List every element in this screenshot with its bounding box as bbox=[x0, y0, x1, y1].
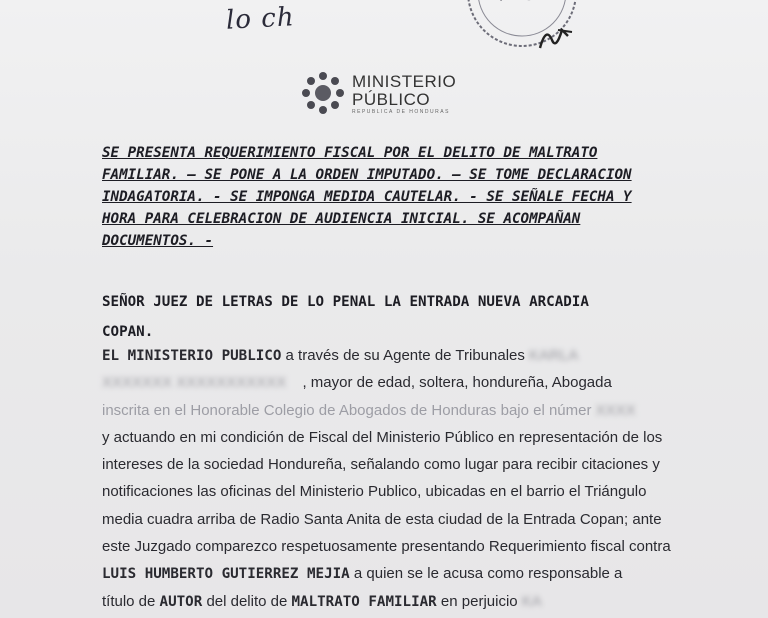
addressee-line: SEÑOR JUEZ DE LETRAS DE LO PENAL LA ENTRADA NUEVA ARCADIA bbox=[102, 294, 589, 310]
document-heading bbox=[102, 142, 677, 252]
logo-title-line2: PÚBLICO bbox=[352, 90, 431, 109]
heading-line: FAMILIAR. – SE PONE A LA ORDEN IMPUTADO. – SE TOME DECLARACION bbox=[102, 167, 632, 183]
redacted-text: KA bbox=[521, 592, 542, 610]
body-line bbox=[102, 397, 680, 424]
heading-line: INDAGATORIA. - SE IMPONGA MEDIDA CAUTELAR. - SE SEÑALE FECHA Y bbox=[102, 189, 632, 205]
redacted-text: XXXX bbox=[595, 401, 636, 419]
document-body bbox=[102, 342, 680, 615]
heading-line: DOCUMENTOS. - bbox=[102, 233, 214, 249]
body-line: y actuando en mi condición de Fiscal del Ministerio Público en representación de los bbox=[102, 428, 663, 446]
official-seal-stamp bbox=[462, 0, 580, 66]
body-bold-phrase: AUTOR bbox=[159, 593, 203, 610]
body-line: media cuadra arriba de Radio Santa Anita de esta ciudad de la Entrada Copan; ante bbox=[102, 510, 662, 528]
body-bold-phrase: EL MINISTERIO PUBLICO bbox=[102, 348, 282, 364]
logo-subtitle: REPUBLICA DE HONDURAS bbox=[352, 109, 450, 115]
ministerio-publico-logo bbox=[300, 68, 470, 118]
accused-name: LUIS HUMBERTO GUTIERREZ MEJIA bbox=[102, 566, 350, 583]
body-text: título de bbox=[102, 592, 156, 610]
addressee-line: COPAN. bbox=[102, 324, 154, 340]
handwritten-note: lo ch bbox=[225, 2, 296, 36]
body-line: este Juzgado comparezco respetuosamente presentando Requerimiento fiscal contra bbox=[102, 538, 671, 556]
body-text: , mayor de edad, soltera, hondureña, Abogada bbox=[302, 374, 612, 392]
body-bold-phrase: MALTRATO FAMILIAR bbox=[291, 593, 437, 610]
body-line bbox=[102, 560, 680, 587]
body-line bbox=[102, 342, 680, 369]
body-text: a quien se le acusa como responsable a bbox=[353, 565, 623, 583]
redacted-text: KARLA bbox=[529, 347, 579, 364]
logo-title-line1: MINISTERIO bbox=[352, 72, 457, 91]
body-text: en perjuicio bbox=[440, 592, 518, 610]
addressee-block bbox=[102, 287, 677, 347]
body-text: a través de su Agente de Tribunales bbox=[285, 347, 525, 364]
body-line: intereses de la sociedad Hondureña, señalando como lugar para recibir citaciones y bbox=[102, 456, 660, 474]
heading-line: HORA PARA CELEBRACION DE AUDIENCIA INICIAL. SE ACOMPAÑAN bbox=[102, 211, 581, 227]
body-text: del delito de bbox=[206, 592, 288, 610]
body-line bbox=[102, 369, 680, 396]
body-line bbox=[102, 588, 680, 615]
logo-emblem-icon bbox=[300, 70, 346, 116]
heading-line: SE PRESENTA REQUERIMIENTO FISCAL POR EL DELITO DE MALTRATO bbox=[102, 145, 598, 161]
redacted-text: XXXXXXX XXXXXXXXXXX bbox=[102, 374, 287, 392]
body-text: inscrita en el Honorable Colegio de Abogados de Honduras bajo el númer bbox=[102, 401, 592, 419]
body-line: notificaciones las oficinas del Ministerio Publico, ubicadas en el barrio el Triángulo bbox=[102, 483, 647, 501]
